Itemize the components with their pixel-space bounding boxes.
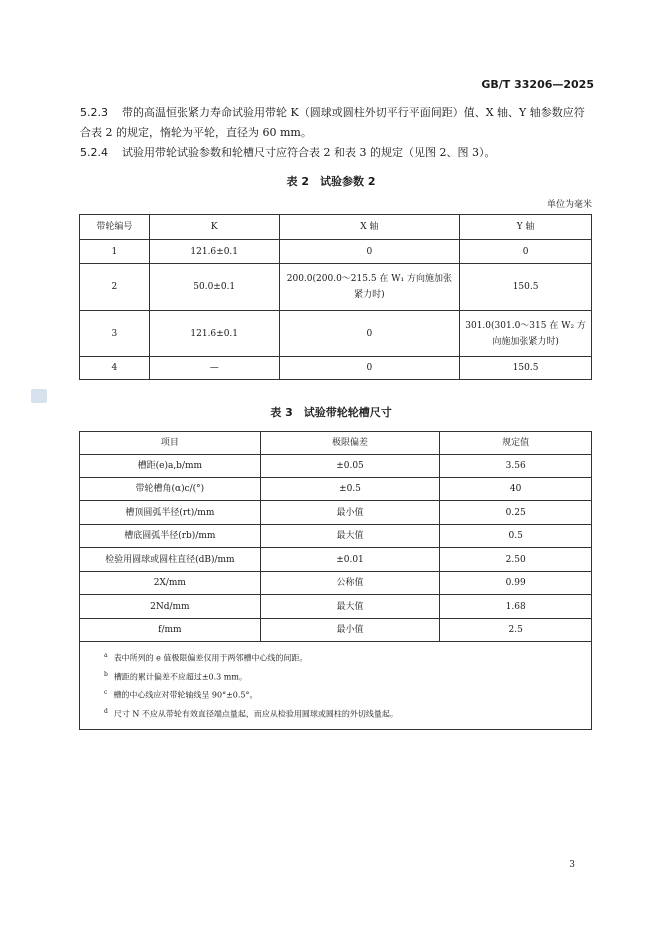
table-cell: 槽底圆弧半径(rb)/mm xyxy=(80,525,261,548)
table-row xyxy=(80,311,592,357)
table-cell: 2.5 xyxy=(440,619,592,642)
table-row xyxy=(80,455,592,478)
header-cell: K xyxy=(149,215,279,240)
clause-text-continued: 合表 2 的规定，惰轮为平轮，直径为 60 mm。 xyxy=(80,126,312,139)
header-cell: Y 轴 xyxy=(460,215,592,240)
table-cell: 0.25 xyxy=(440,501,592,525)
header-cell: 带轮编号 xyxy=(80,215,150,240)
table-cell: 检验用圆球或圆柱直径(dB)/mm xyxy=(80,548,261,572)
table-cell: ±0.5 xyxy=(260,478,440,501)
table-header-row xyxy=(80,432,592,455)
table-cell: ±0.01 xyxy=(260,548,440,572)
table-notes-row xyxy=(80,642,592,730)
header-cell: 项目 xyxy=(80,432,261,455)
table-row xyxy=(80,478,592,501)
table-cell: ±0.05 xyxy=(260,455,440,478)
table-cell: — xyxy=(149,357,279,380)
header-cell: 极限偏差 xyxy=(260,432,440,455)
table-cell: 3 xyxy=(80,311,150,357)
table-row xyxy=(80,619,592,642)
table-cell: 0.5 xyxy=(440,525,592,548)
table-row xyxy=(80,240,592,264)
footnote-mark: b xyxy=(104,670,108,678)
table-row xyxy=(80,357,592,380)
table-row xyxy=(80,501,592,525)
table-notes xyxy=(80,642,592,730)
table-cell: 200.0(200.0～215.5 在 W₁ 方向施加张紧力时) xyxy=(279,264,460,311)
clause-5-2-3 xyxy=(80,103,595,143)
header-cell: X 轴 xyxy=(279,215,460,240)
table-cell: 槽顶圆弧半径(rt)/mm xyxy=(80,501,261,525)
table-cell: 2.50 xyxy=(440,548,592,572)
table-header-row xyxy=(80,215,592,240)
table-row xyxy=(80,572,592,595)
footnote-text: 槽距的累计偏差不应超过±0.3 mm。 xyxy=(113,672,247,682)
table-cell: 0.99 xyxy=(440,572,592,595)
table-cell: 2Nd/mm xyxy=(80,595,261,619)
table3 xyxy=(79,431,592,730)
table-cell: 50.0±0.1 xyxy=(149,264,279,311)
clause-number: 5.2.4 xyxy=(80,146,108,159)
table-cell: 1 xyxy=(80,240,150,264)
table-cell: 150.5 xyxy=(460,357,592,380)
footnote xyxy=(104,704,591,723)
table-cell: 最大值 xyxy=(260,525,440,548)
table3-caption: 表 3 试验带轮轮槽尺寸 xyxy=(270,406,392,419)
table2-unit: 单位为毫米 xyxy=(546,200,592,210)
footnote-text: 表中所列的 e 值极限偏差仅用于两邻槽中心线的间距。 xyxy=(113,653,308,663)
table-cell: 0 xyxy=(460,240,592,264)
table-cell: 40 xyxy=(440,478,592,501)
table-cell: 1.68 xyxy=(440,595,592,619)
table-cell: f/mm xyxy=(80,619,261,642)
table-cell: 2X/mm xyxy=(80,572,261,595)
table-cell: 121.6±0.1 xyxy=(149,311,279,357)
footnote xyxy=(104,667,591,686)
footnote-mark: d xyxy=(104,707,108,715)
footnote-text: 槽的中心线应对带轮轴线呈 90°±0.5°。 xyxy=(113,690,258,700)
table2-caption: 表 2 试验参数 2 xyxy=(286,175,376,188)
table-cell: 带轮槽角(α)c/(°) xyxy=(80,478,261,501)
table2 xyxy=(79,214,592,380)
table-cell: 0 xyxy=(279,240,460,264)
footnote-text: 尺寸 N 不应从带轮有效直径端点量起，而应从检验用圆球或圆柱的外切线量起。 xyxy=(113,709,398,719)
footnote xyxy=(104,685,591,704)
table-cell: 0 xyxy=(279,357,460,380)
table-cell: 150.5 xyxy=(460,264,592,311)
standard-code: GB/T 33206—2025 xyxy=(481,78,594,91)
clause-5-2-4 xyxy=(80,143,595,163)
table-cell: 121.6±0.1 xyxy=(149,240,279,264)
footnote-mark: a xyxy=(104,652,108,659)
table-cell: 槽距(e)a,b/mm xyxy=(80,455,261,478)
clause-text: 试验用带轮试验参数和轮槽尺寸应符合表 2 和表 3 的规定（见图 2、图 3）。 xyxy=(122,146,496,159)
footnote xyxy=(104,648,591,667)
table-row xyxy=(80,525,592,548)
table-cell: 最大值 xyxy=(260,595,440,619)
table-cell: 最小值 xyxy=(260,619,440,642)
page-number: 3 xyxy=(569,860,575,870)
table-cell: 3.56 xyxy=(440,455,592,478)
table-row xyxy=(80,548,592,572)
table-row xyxy=(80,264,592,311)
table-cell: 301.0(301.0～315 在 W₂ 方向施加张紧力时) xyxy=(460,311,592,357)
table-cell: 4 xyxy=(80,357,150,380)
clause-number: 5.2.3 xyxy=(80,106,108,119)
table-cell: 0 xyxy=(279,311,460,357)
table-cell: 最小值 xyxy=(260,501,440,525)
footnote-mark: c xyxy=(104,689,108,697)
table-row xyxy=(80,595,592,619)
header-cell: 规定值 xyxy=(440,432,592,455)
clause-text: 带的高温恒张紧力寿命试验用带轮 K（圆球或圆柱外切平行平面间距）值、X 轴、Y 轴参数应符 xyxy=(122,106,585,119)
table-cell: 公称值 xyxy=(260,572,440,595)
table-cell: 2 xyxy=(80,264,150,311)
side-tab-marker xyxy=(31,389,47,403)
